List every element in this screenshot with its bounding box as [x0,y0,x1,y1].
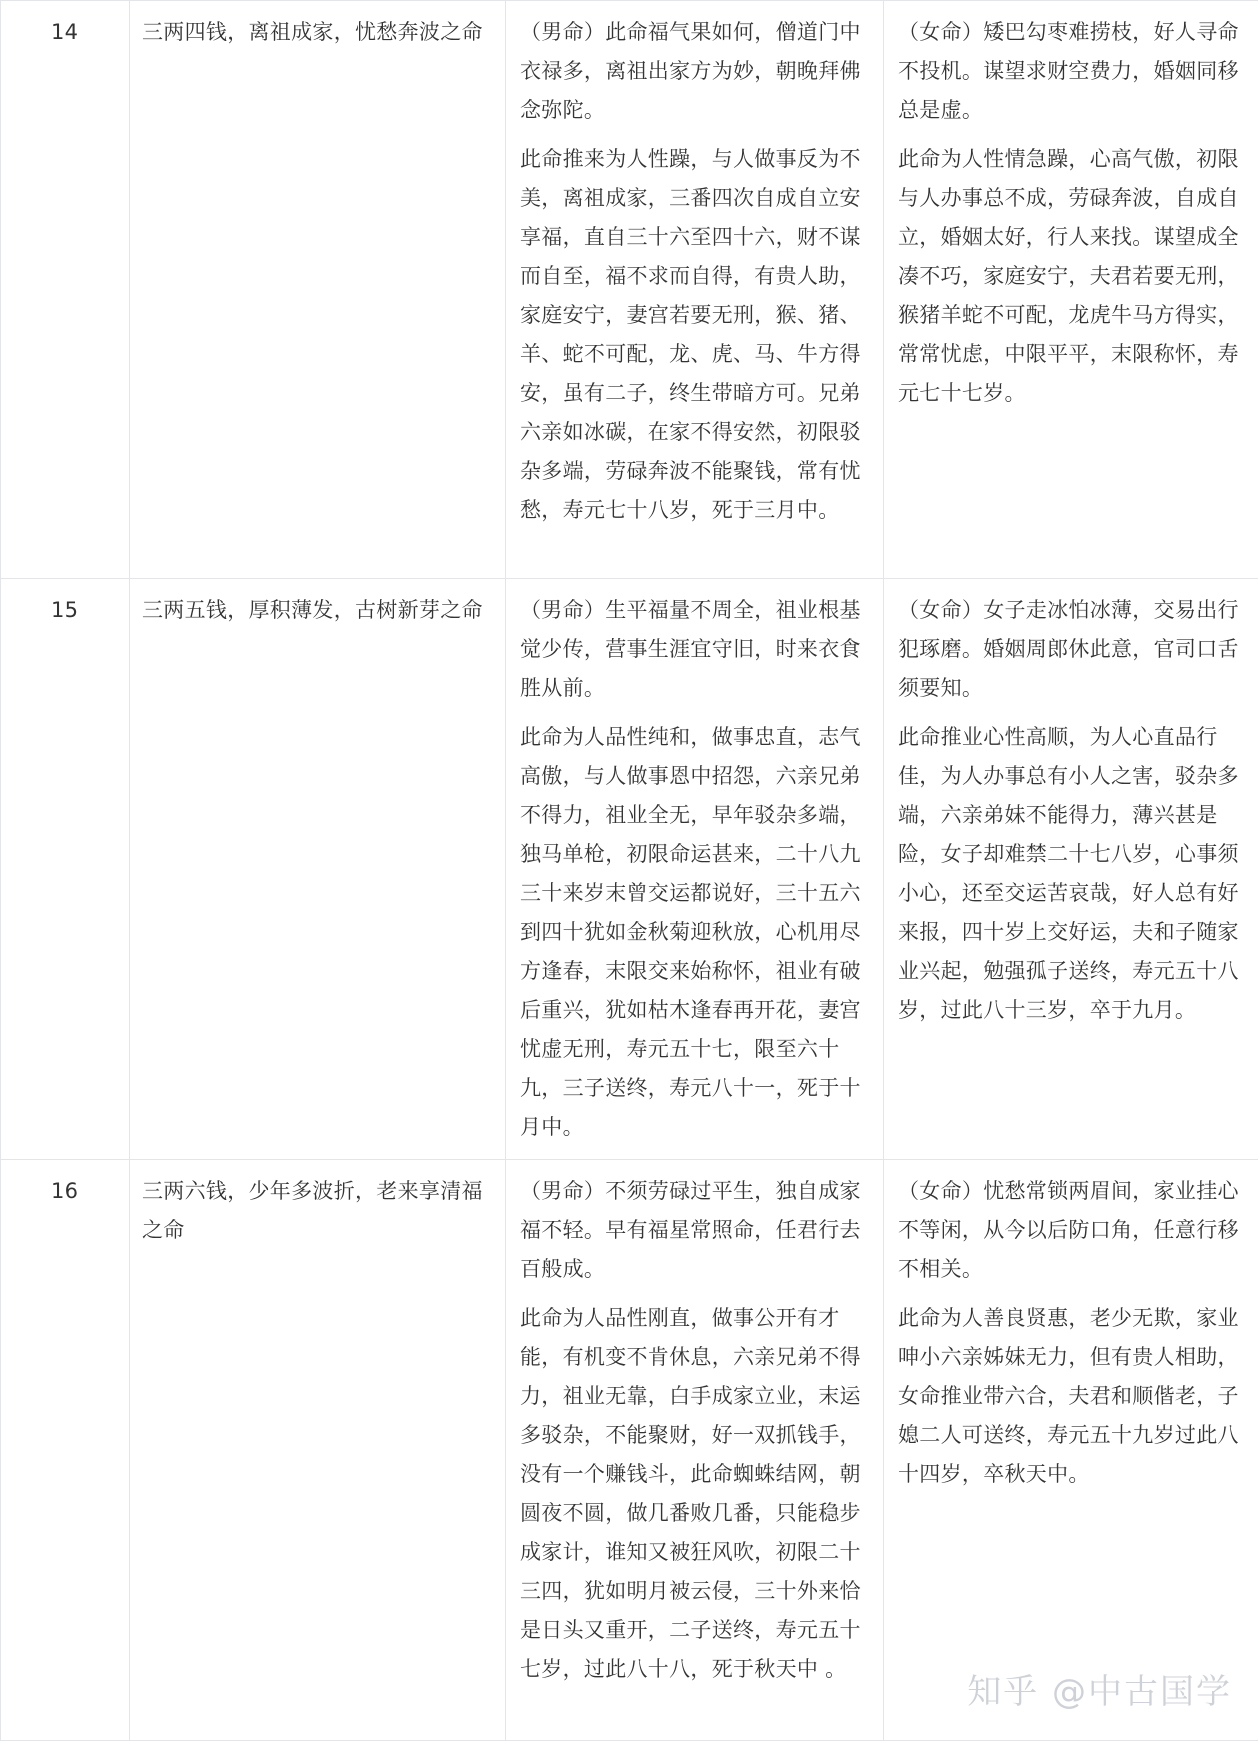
zhihu-watermark: 知乎 @中古国学 [967,1664,1232,1713]
male-fortune-cell [506,1,884,579]
female-fortune-cell [884,1160,1258,1741]
destiny-title-cell [130,1,506,579]
male-verse: （男命）不须劳碌过平生，独自成家福不轻。早有福星常照命，任君行去百般成。 [520,1172,865,1289]
male-fortune-cell [506,579,884,1160]
row-number-cell [1,1160,130,1741]
destiny-title-cell [130,579,506,1160]
female-verse: （女命）矮巴勾枣难捞枝，好人寻命不投机。谋望求财空费力，婚姻同移总是虚。 [898,13,1242,130]
row-number: 16 [51,1179,78,1203]
destiny-title-cell [130,1160,506,1741]
male-fortune-cell [506,1160,884,1741]
female-fortune-cell [884,1,1258,579]
row-number: 15 [51,598,78,622]
male-description: 此命为人品性刚直，做事公开有才能，有机变不肯休息，六亲兄弟不得力，祖业无靠，白手成家立业，末运多驳杂，不能聚财，好一双抓钱手，没有一个赚钱斗，此命蜘蛛结网，朝圆夜不圆，做几番败几番，只能稳步成家计，谁知又被狂风吹，初限二十三四，犹如明月被云侵，三十外来恰是日头又重开，二子送终，寿元五十七岁，过此八十八，死于秋天中 。 [520,1299,865,1689]
female-verse: （女命）忧愁常锁两眉间，家业挂心不等闲，从今以后防口角，任意行移不相关。 [898,1172,1242,1289]
male-verse: （男命）生平福量不周全，祖业根基觉少传，营事生涯宜守旧，时来衣食胜从前。 [520,591,865,708]
destiny-title: 三两六钱，少年多波折，老来享清福之命 [142,1179,483,1242]
destiny-title: 三两四钱，离祖成家，忧愁奔波之命 [142,20,483,44]
table-row [1,1160,1258,1741]
destiny-title: 三两五钱，厚积薄发，古树新芽之命 [142,598,483,622]
female-description: 此命为人性情急躁，心高气傲，初限与人办事总不成，劳碌奔波，自成自立，婚姻太好，行人来找。谋望成全凑不巧，家庭安宁，夫君若要无刑，猴猪羊蛇不可配，龙虎牛马方得实，常常忧虑，中限平平，末限称怀，寿元七十七岁。 [898,140,1242,413]
female-description: 此命为人善良贤惠，老少无欺，家业呻小六亲姊妹无力，但有贵人相助，女命推业带六合，夫君和顺偕老，子媳二人可送终，寿元五十九岁过此八十四岁，卒秋天中。 [898,1299,1242,1494]
table-row [1,579,1258,1160]
male-description: 此命推来为人性躁，与人做事反为不美，离祖成家，三番四次自成自立安享福，直自三十六至四十六，财不谋而自至，福不求而自得，有贵人助，家庭安宁，妻宫若要无刑，猴、猪、羊、蛇不可配，龙、虎、马、牛方得安，虽有二子，终生带暗方可。兄弟六亲如冰碳，在家不得安然，初限驳杂多端，劳碌奔波不能聚钱，常有忧愁，寿元七十八岁，死于三月中。 [520,140,865,530]
female-description: 此命推业心性高顺，为人心直品行佳，为人办事总有小人之害，驳杂多端，六亲弟妹不能得力，薄兴甚是险，女子却难禁二十七八岁，心事须小心，还至交运苦哀哉，好人总有好来报，四十岁上交好运，夫和子随家业兴起，勉强孤子送终，寿元五十八岁，过此八十三岁，卒于九月。 [898,718,1242,1030]
row-number-cell [1,579,130,1160]
male-description: 此命为人品性纯和，做事忠直，志气高傲，与人做事恩中招怨，六亲兄弟不得力，祖业全无，早年驳杂多端，独马单枪，初限命运甚来，二十八九三十来岁末曾交运都说好，三十五六到四十犹如金秋菊迎秋放，心机用尽方逢春，末限交来始称怀，祖业有破后重兴，犹如枯木逢春再开花，妻宫忧虚无刑，寿元五十七，限至六十九，三子送终，寿元八十一，死于十月中。 [520,718,865,1147]
row-number-cell [1,1,130,579]
row-number: 14 [51,20,78,44]
male-verse: （男命）此命福气果如何，僧道门中衣禄多，离祖出家方为妙，朝晚拜佛念弥陀。 [520,13,865,130]
female-verse: （女命）女子走冰怕冰薄，交易出行犯琢磨。婚姻周郎休此意，官司口舌须要知。 [898,591,1242,708]
table-row [1,1,1258,579]
female-fortune-cell [884,579,1258,1160]
